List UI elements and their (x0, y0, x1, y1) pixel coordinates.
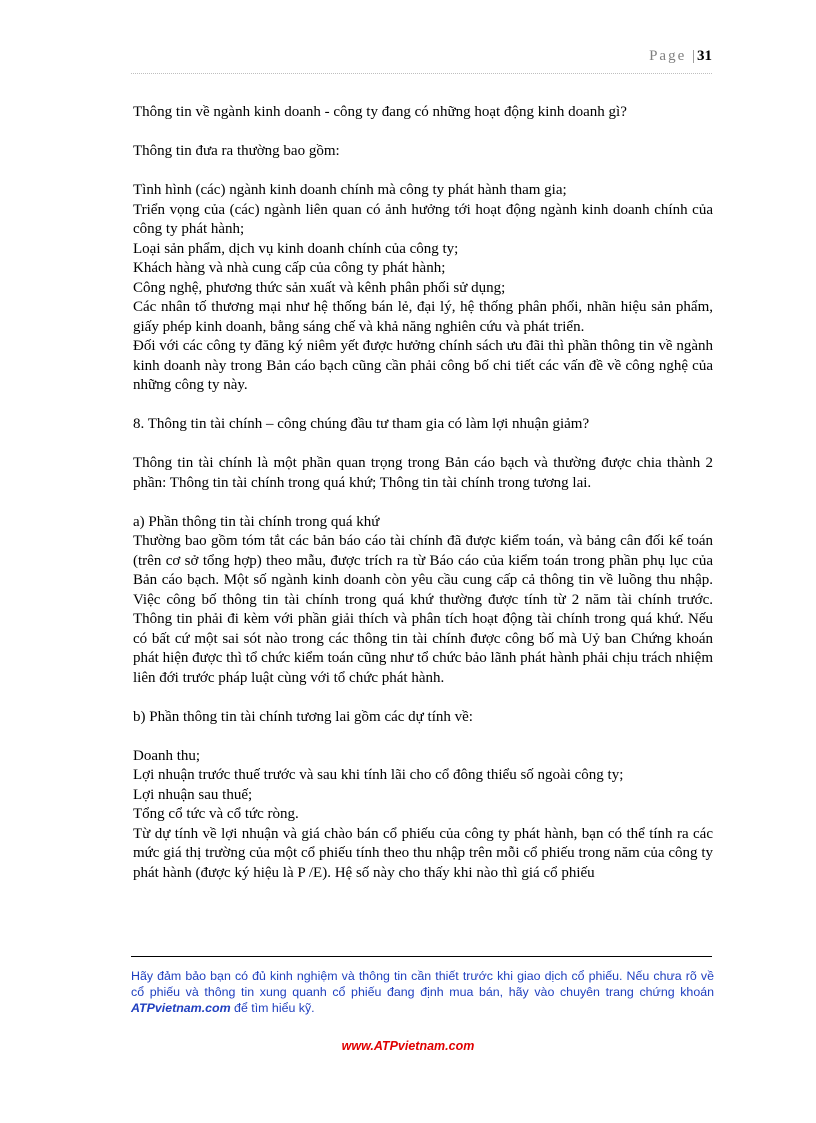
footer-site-link[interactable]: ATPvietnam.com (131, 1001, 231, 1015)
list-item: Loại sản phẩm, dịch vụ kinh doanh chính của công ty; (133, 240, 459, 257)
list-item: Từ dự tính về lợi nhuận và giá chào bán cổ phiếu của công ty phát hành, bạn có thể tính ra các mức giá thị trường của một cổ phiếu tính theo thu nhập trên mỗi cổ phiếu trong năm của công ty phát hành (được ký hiệu là P /E). Hệ số này cho thấy khi nào thì giá cổ phiếu (133, 825, 713, 881)
header-divider (131, 73, 712, 74)
list-item: Lợi nhuận trước thuế trước và sau khi tính lãi cho cổ đông thiểu số ngoài công ty; (133, 767, 624, 783)
footer-note (131, 968, 714, 1016)
paragraph-info-includes: Thông tin đưa ra thường bao gồm: (133, 143, 340, 159)
page-separator: | (691, 48, 697, 64)
list-item: Các nhân tố thương mại như hệ thống bán lẻ, đại lý, hệ thống phân phối, nhãn hiệu sản phẩm, giấy phép kinh doanh, bằng sáng chế và khả năng nghiên cứu và phát triển. (133, 299, 713, 335)
footer-url-link[interactable]: www.ATPvietnam.com (341, 1039, 475, 1053)
list-item: Tổng cổ tức và cổ tức ròng. (133, 806, 299, 822)
paragraph-business-info: Thông tin về ngành kinh doanh - công ty đang có những hoạt động kinh doanh gì? (133, 104, 627, 120)
paragraph-past-financial-info: Thường bao gồm tóm tắt các bản báo cáo tài chính đã được kiểm toán, và bảng cân đối kế toán (trên cơ sở tổng hợp) theo mẫu, được trích ra từ Báo cáo của kiểm toán trong phần phụ lục của Bản cáo bạch. Một số ngành kinh doanh còn yêu cầu cung cấp cả thông tin về luồng thu nhập. Việc công bố thông tin tài chính trong quá khứ thường được tính từ 2 năm tài chính trước. Thông tin phải đi kèm với phần giải thích và phân tích hoạt động tài chính trong quá khứ. Nếu có bất cứ một sai sót nào trong các thông tin tài chính được công bố mà Uỷ ban Chứng khoán phát hiện được thì tổ chức kiểm toán cũng như tổ chức bảo lãnh phát hành phải chịu trách nhiệm liên đới trước pháp luật cùng với tổ chức phát hành. (133, 533, 713, 686)
subheading-past-financial-info: a) Phần thông tin tài chính trong quá khứ (133, 513, 380, 530)
section-heading-financial-info: 8. Thông tin tài chính – công chúng đầu tư tham gia có làm lợi nhuận giảm? (133, 416, 590, 432)
list-item: Triển vọng của (các) ngành liên quan có ảnh hưởng tới hoạt động ngành kinh doanh chính của công ty phát hành; (133, 201, 713, 237)
list-item: Doanh thu; (133, 747, 201, 764)
list-item: Công nghệ, phương thức sản xuất và kênh phân phối sử dụng; (133, 279, 506, 296)
subheading-future-financial-info: b) Phần thông tin tài chính tương lai gồm các dự tính về: (133, 708, 473, 725)
footer-note-text: Hãy đảm bảo bạn có đủ kinh nghiệm và thông tin cần thiết trước khi giao dịch cổ phiếu. Nếu chưa rõ về cổ phiếu và thông tin xung quanh cổ phiếu đang định mua bán, hãy vào chuyên trang chứng khoán (131, 969, 714, 999)
footer-divider (131, 956, 712, 957)
paragraph-financial-overview: Thông tin tài chính là một phần quan trọng trong Bản cáo bạch và thường được chia thành 2 phần: Thông tin tài chính trong quá khứ; Thông tin tài chính trong tương lai. (133, 455, 713, 491)
list-item: Khách hàng và nhà cung cấp của công ty phát hành; (133, 260, 446, 276)
page-number: 31 (697, 48, 712, 64)
list-item: Đối với các công ty đăng ký niêm yết được hưởng chính sách ưu đãi thì phần thông tin về ngành kinh doanh này trong Bản cáo bạch cũng cần phải công bố chi tiết các vấn đề về công nghệ của những công ty này. (133, 338, 713, 393)
document-body (133, 103, 713, 883)
page-header (0, 48, 712, 65)
footer-note-suffix: để tìm hiểu kỹ. (230, 1001, 315, 1015)
list-item: Tình hình (các) ngành kinh doanh chính mà công ty phát hành tham gia; (133, 182, 567, 198)
page-label: Page (649, 48, 687, 64)
list-item: Lợi nhuận sau thuế; (133, 786, 253, 803)
